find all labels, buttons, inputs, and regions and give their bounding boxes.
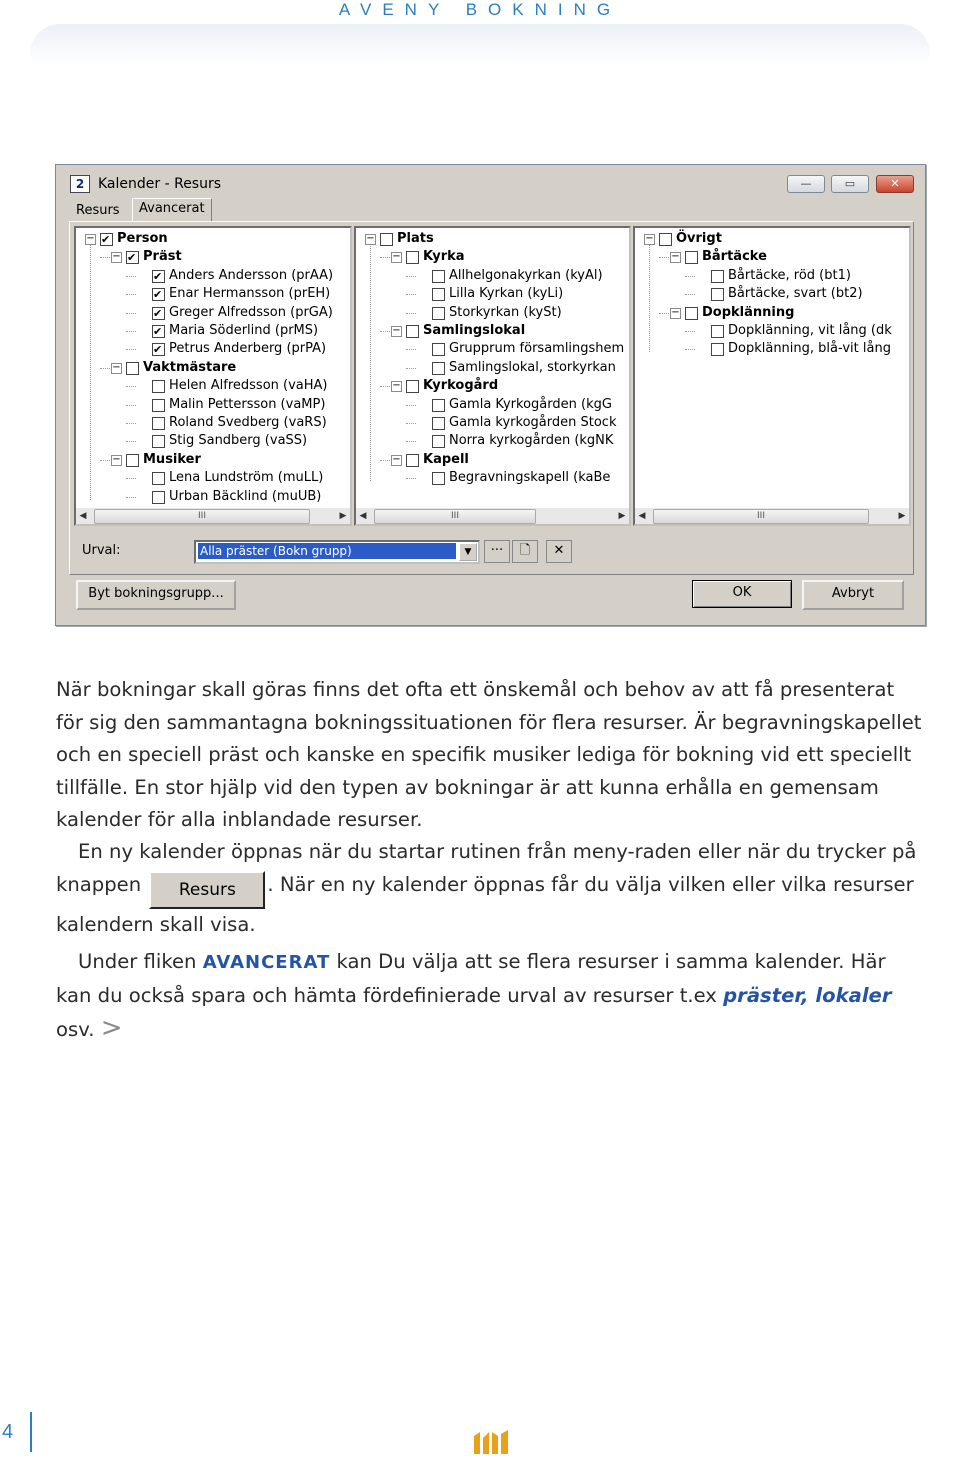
- title-bar: [62, 171, 919, 197]
- tree-node-label: Helen Alfredsson (vaHA): [169, 378, 328, 394]
- maximize-icon: ▭: [844, 177, 856, 190]
- scroll-left-icon[interactable]: ◀: [359, 511, 367, 521]
- paragraph-3-start: Under fliken: [78, 950, 197, 973]
- collapse-toggle-icon[interactable]: −: [392, 380, 401, 392]
- tree-group-node[interactable]: [76, 248, 350, 266]
- tree-node-label: Malin Pettersson (vaMP): [169, 396, 326, 412]
- tree-person[interactable]: [74, 226, 352, 526]
- tree-group-node[interactable]: [76, 451, 350, 469]
- page-number: 4: [2, 1421, 14, 1443]
- tree-node-label: Gamla Kyrkogården (kgG: [449, 396, 612, 412]
- checkbox[interactable]: [711, 288, 724, 301]
- checkbox[interactable]: [406, 251, 419, 264]
- tree-leaf-node[interactable]: [76, 340, 350, 358]
- tree-node-label: Lilla Kyrkan (kyLi): [449, 286, 564, 302]
- scroll-thumb[interactable]: III: [94, 509, 310, 524]
- tree-connector: [126, 497, 136, 498]
- tree-node-label: Bårtäcke: [702, 249, 767, 265]
- tree-node-label: Greger Alfredsson (prGA): [169, 304, 333, 320]
- checkbox[interactable]: [126, 362, 139, 375]
- tree-group-node[interactable]: [356, 322, 629, 340]
- tree-node-label: Storkyrkan (kySt): [449, 304, 562, 320]
- checkbox[interactable]: [126, 251, 139, 264]
- checkbox[interactable]: [432, 288, 445, 301]
- checkbox[interactable]: [432, 307, 445, 320]
- collapse-toggle-icon[interactable]: −: [392, 325, 401, 336]
- tree-leaf-node[interactable]: [356, 267, 629, 285]
- tree-leaf-node[interactable]: [356, 340, 629, 358]
- tree-node-label: Grupprum församlingshem: [449, 341, 625, 357]
- tree-connector: [406, 368, 416, 369]
- tree-connector: [126, 478, 136, 479]
- tree-node-label: Allhelgonakyrkan (kyAl): [449, 267, 603, 283]
- checkbox[interactable]: [152, 435, 165, 448]
- close-button[interactable]: [876, 175, 914, 193]
- resurs-button-image: Resurs: [149, 871, 265, 909]
- checkbox[interactable]: [711, 270, 724, 283]
- delete-button[interactable]: [546, 540, 572, 563]
- tree-connector: [685, 331, 695, 332]
- checkbox[interactable]: [432, 270, 445, 283]
- tree-leaf-node[interactable]: [76, 322, 350, 340]
- tree-group-node[interactable]: [356, 248, 629, 266]
- tree-node-label: Person: [117, 231, 168, 246]
- checkbox[interactable]: [406, 454, 419, 467]
- checkbox[interactable]: [432, 435, 445, 448]
- checkbox[interactable]: [152, 472, 165, 485]
- new-document-icon: 🗋: [519, 543, 531, 558]
- paragraph-1: När bokningar skall göras finns det ofta ett önskemål och behov av att få presenterat för sig den sammantagna bokningssituationen för flera resurser. Är begravningskapellet och en speciell präst och kanske en specifik musiker lediga för bokning vid ett speciellt tillfälle. En stor hjälp vid den typen av bokningar är att kunna erhålla en gemensam kalender för alla inblandade resurser.: [56, 678, 922, 831]
- tree-connector: [126, 349, 136, 350]
- collapse-toggle-icon[interactable]: −: [671, 306, 680, 318]
- checkbox[interactable]: [152, 307, 165, 320]
- collapse-toggle-icon[interactable]: −: [112, 251, 121, 263]
- tree-node-label: Enar Hermansson (prEH): [169, 286, 331, 302]
- minimize-icon: —: [800, 177, 812, 190]
- tree-connector: [406, 423, 416, 424]
- tree-leaf-node[interactable]: [76, 304, 350, 322]
- horizontal-scrollbar[interactable]: [356, 508, 629, 524]
- paragraph-2-end: . När en ny kalender öppnas får du välja vilken eller vilka resurser kalendern skall visa.: [56, 872, 914, 936]
- tree-leaf-node[interactable]: [76, 396, 350, 414]
- tree-node-label: Roland Svedberg (vaRS): [169, 415, 327, 430]
- collapse-toggle-icon[interactable]: −: [112, 453, 121, 465]
- tree-group-node[interactable]: [356, 377, 629, 395]
- tree-connector: [659, 313, 669, 314]
- tree-group-node[interactable]: [356, 230, 629, 248]
- tree-connector: [126, 386, 136, 387]
- example-emphasis: präster, lokaler: [723, 983, 892, 1007]
- checkbox[interactable]: [432, 417, 445, 430]
- scroll-right-icon[interactable]: ▶: [618, 511, 626, 521]
- tree-connector: [126, 423, 136, 424]
- tree-group-node[interactable]: [76, 359, 350, 377]
- checkbox[interactable]: [100, 233, 113, 246]
- collapse-toggle-icon[interactable]: −: [112, 361, 121, 373]
- tree-leaf-node[interactable]: [635, 267, 909, 285]
- page-rule: [30, 1412, 32, 1452]
- tree-connector: [685, 294, 695, 295]
- tree-group-node[interactable]: [635, 304, 909, 322]
- tree-plats[interactable]: [354, 226, 631, 526]
- tree-node-label: Samlingslokal: [423, 323, 526, 338]
- change-group-button[interactable]: Byt bokningsgrupp...: [76, 580, 236, 610]
- browse-button[interactable]: [484, 540, 510, 563]
- tree-node-label: Samlingslokal, storkyrkan: [449, 359, 616, 375]
- chevron-down-icon[interactable]: ▼: [459, 543, 477, 561]
- urval-select[interactable]: [194, 540, 480, 564]
- tree-connector: [659, 257, 669, 258]
- tree-leaf-node[interactable]: [356, 304, 629, 322]
- tab-name-keyword: AVANCERAT: [202, 952, 331, 973]
- running-header: AVENY BOKNING: [338, 0, 622, 19]
- scroll-right-icon[interactable]: ▶: [339, 511, 347, 521]
- collapse-toggle-icon[interactable]: −: [645, 233, 654, 244]
- tree-node-label: Lena Lundström (muLL): [169, 470, 324, 486]
- minimize-button[interactable]: [787, 175, 825, 193]
- tree-connector: [380, 386, 390, 387]
- tree-node-label: Övrigt: [676, 231, 722, 246]
- tree-node-label: Vaktmästare: [143, 359, 237, 375]
- scroll-thumb[interactable]: III: [374, 509, 536, 524]
- tree-connector: [100, 460, 110, 461]
- checkbox[interactable]: [685, 251, 698, 264]
- tree-connector: [126, 276, 136, 277]
- window-title: Kalender - Resurs: [98, 176, 222, 192]
- urval-label: Urval:: [82, 543, 121, 558]
- tree-leaf-node[interactable]: [356, 432, 629, 450]
- tree-node-label: Dopklänning: [702, 304, 795, 320]
- tree-node-label: Dopklänning, blå-vit lång: [728, 341, 891, 357]
- scroll-thumb[interactable]: III: [653, 509, 869, 524]
- checkbox[interactable]: [152, 288, 165, 301]
- checkbox[interactable]: [406, 380, 419, 393]
- tree-connector: [126, 294, 136, 295]
- tree-connector: [380, 460, 390, 461]
- tree-connector: [685, 276, 695, 277]
- checkbox[interactable]: [406, 325, 419, 338]
- tree-connector: [685, 349, 695, 350]
- paragraph-2: [56, 836, 926, 941]
- collapse-toggle-icon[interactable]: −: [392, 251, 401, 263]
- tree-leaf-node[interactable]: [356, 359, 629, 377]
- paragraph-3-end: osv.: [56, 1018, 95, 1041]
- tree-leaf-node[interactable]: [635, 322, 909, 340]
- tree-node-label: Musiker: [143, 451, 201, 467]
- checkbox[interactable]: [380, 233, 393, 246]
- new-button[interactable]: [512, 540, 538, 563]
- tree-leaf-node[interactable]: [356, 396, 629, 414]
- tree-ovrigt[interactable]: [633, 226, 911, 526]
- checkbox[interactable]: [432, 399, 445, 412]
- checkbox[interactable]: [152, 399, 165, 412]
- horizontal-scrollbar[interactable]: [635, 508, 909, 524]
- checkbox[interactable]: [152, 325, 165, 338]
- tree-node-label: Bårtäcke, svart (bt2): [728, 286, 863, 302]
- paragraph-3: [56, 946, 926, 1047]
- delete-icon: ✕: [553, 543, 565, 558]
- tree-connector: [126, 313, 136, 314]
- horizontal-scrollbar[interactable]: [76, 508, 350, 524]
- calendar-resource-dialog: [55, 164, 926, 626]
- tree-leaf-node[interactable]: [356, 414, 629, 432]
- tree-node-label: Bårtäcke, röd (bt1): [728, 267, 851, 283]
- tree-node-label: Präst: [143, 249, 182, 265]
- checkbox[interactable]: [685, 307, 698, 320]
- tree-group-node[interactable]: [635, 230, 909, 248]
- tree-node-label: Gamla kyrkogården Stock: [449, 415, 617, 430]
- tree-connector: [406, 313, 416, 314]
- checkbox[interactable]: [432, 472, 445, 485]
- checkbox[interactable]: [152, 491, 165, 504]
- tree-node-label: Stig Sandberg (vaSS): [169, 433, 308, 449]
- tree-connector: [380, 257, 390, 258]
- tree-leaf-node[interactable]: [76, 285, 350, 303]
- urval-value: Alla präster (Bokn grupp): [198, 543, 456, 559]
- tree-node-label: Urban Bäcklind (muUB): [169, 488, 322, 504]
- checkbox[interactable]: [432, 343, 445, 356]
- tree-connector: [100, 368, 110, 369]
- scroll-left-icon[interactable]: ◀: [638, 511, 646, 521]
- tree-connector: [380, 331, 390, 332]
- tree-node-label: Anders Andersson (prAA): [169, 267, 334, 283]
- tree-leaf-node[interactable]: [356, 469, 629, 487]
- cancel-button[interactable]: Avbryt: [802, 580, 904, 610]
- tree-connector: [406, 349, 416, 350]
- collapse-toggle-icon[interactable]: −: [671, 251, 680, 263]
- checkbox[interactable]: [711, 325, 724, 338]
- tree-leaf-node[interactable]: [635, 340, 909, 358]
- checkbox[interactable]: [152, 343, 165, 356]
- tree-connector: [406, 276, 416, 277]
- tree-leaf-node[interactable]: [76, 414, 350, 432]
- checkbox[interactable]: [659, 233, 672, 246]
- ok-button[interactable]: OK: [692, 580, 792, 608]
- publisher-logo-icon: [472, 1428, 510, 1456]
- tree-node-label: Plats: [397, 231, 434, 246]
- tree-leaf-node[interactable]: [635, 285, 909, 303]
- tree-node-label: Maria Söderlind (prMS): [169, 323, 319, 338]
- maximize-button[interactable]: [831, 175, 869, 193]
- scroll-left-icon[interactable]: ◀: [79, 511, 87, 521]
- paragraph-3-middle: kan Du välja att se flera resurser i samma kalender. Här kan du också spara och hämta fördefinierade urval av resurser t.ex: [56, 950, 886, 1007]
- continue-arrow-icon: >: [100, 1013, 123, 1043]
- tree-connector: [126, 441, 136, 442]
- tree-leaf-node[interactable]: [76, 469, 350, 487]
- tree-node-label: Dopklänning, vit lång (dk: [728, 323, 892, 338]
- checkbox[interactable]: [152, 417, 165, 430]
- checkbox[interactable]: [152, 270, 165, 283]
- header-band: [30, 24, 930, 66]
- tree-leaf-node[interactable]: [356, 285, 629, 303]
- tree-node-label: Kyrka: [423, 249, 465, 265]
- collapse-toggle-icon[interactable]: −: [86, 233, 95, 244]
- tree-group-node[interactable]: [356, 451, 629, 469]
- checkbox[interactable]: [432, 362, 445, 375]
- tree-leaf-node[interactable]: [76, 488, 350, 506]
- tree-node-label: Kyrkogård: [423, 378, 499, 394]
- tree-node-label: Kapell: [423, 451, 469, 467]
- tree-group-node[interactable]: [635, 248, 909, 266]
- tree-connector: [406, 294, 416, 295]
- tree-connector: [126, 405, 136, 406]
- tab-resurs[interactable]: Resurs: [76, 203, 120, 218]
- app-icon: 2: [70, 175, 90, 193]
- collapse-toggle-icon[interactable]: −: [392, 453, 401, 465]
- tree-connector: [406, 478, 416, 479]
- tab-avancerat[interactable]: Avancerat: [132, 198, 212, 222]
- checkbox[interactable]: [126, 454, 139, 467]
- tree-node-label: Begravningskapell (kaBe: [449, 470, 611, 486]
- tree-node-label: Petrus Anderberg (prPA): [169, 341, 327, 357]
- checkbox[interactable]: [711, 343, 724, 356]
- paragraph-2-start: En ny kalender öppnas när du startar rutinen från meny-raden eller när du trycker på knappen: [56, 840, 917, 896]
- tree-leaf-node[interactable]: [76, 267, 350, 285]
- tree-connector: [100, 257, 110, 258]
- collapse-toggle-icon[interactable]: −: [366, 233, 375, 244]
- tree-leaf-node[interactable]: [76, 432, 350, 450]
- tree-connector: [406, 441, 416, 442]
- checkbox[interactable]: [152, 380, 165, 393]
- tree-connector: [406, 405, 416, 406]
- tree-connector: [126, 331, 136, 332]
- close-icon: ✕: [890, 177, 900, 190]
- ellipsis-icon: ···: [490, 543, 504, 558]
- tree-node-label: Norra kyrkogården (kgNK: [449, 433, 614, 449]
- scroll-right-icon[interactable]: ▶: [898, 511, 906, 521]
- tree-group-node[interactable]: [76, 230, 350, 248]
- tree-leaf-node[interactable]: [76, 377, 350, 395]
